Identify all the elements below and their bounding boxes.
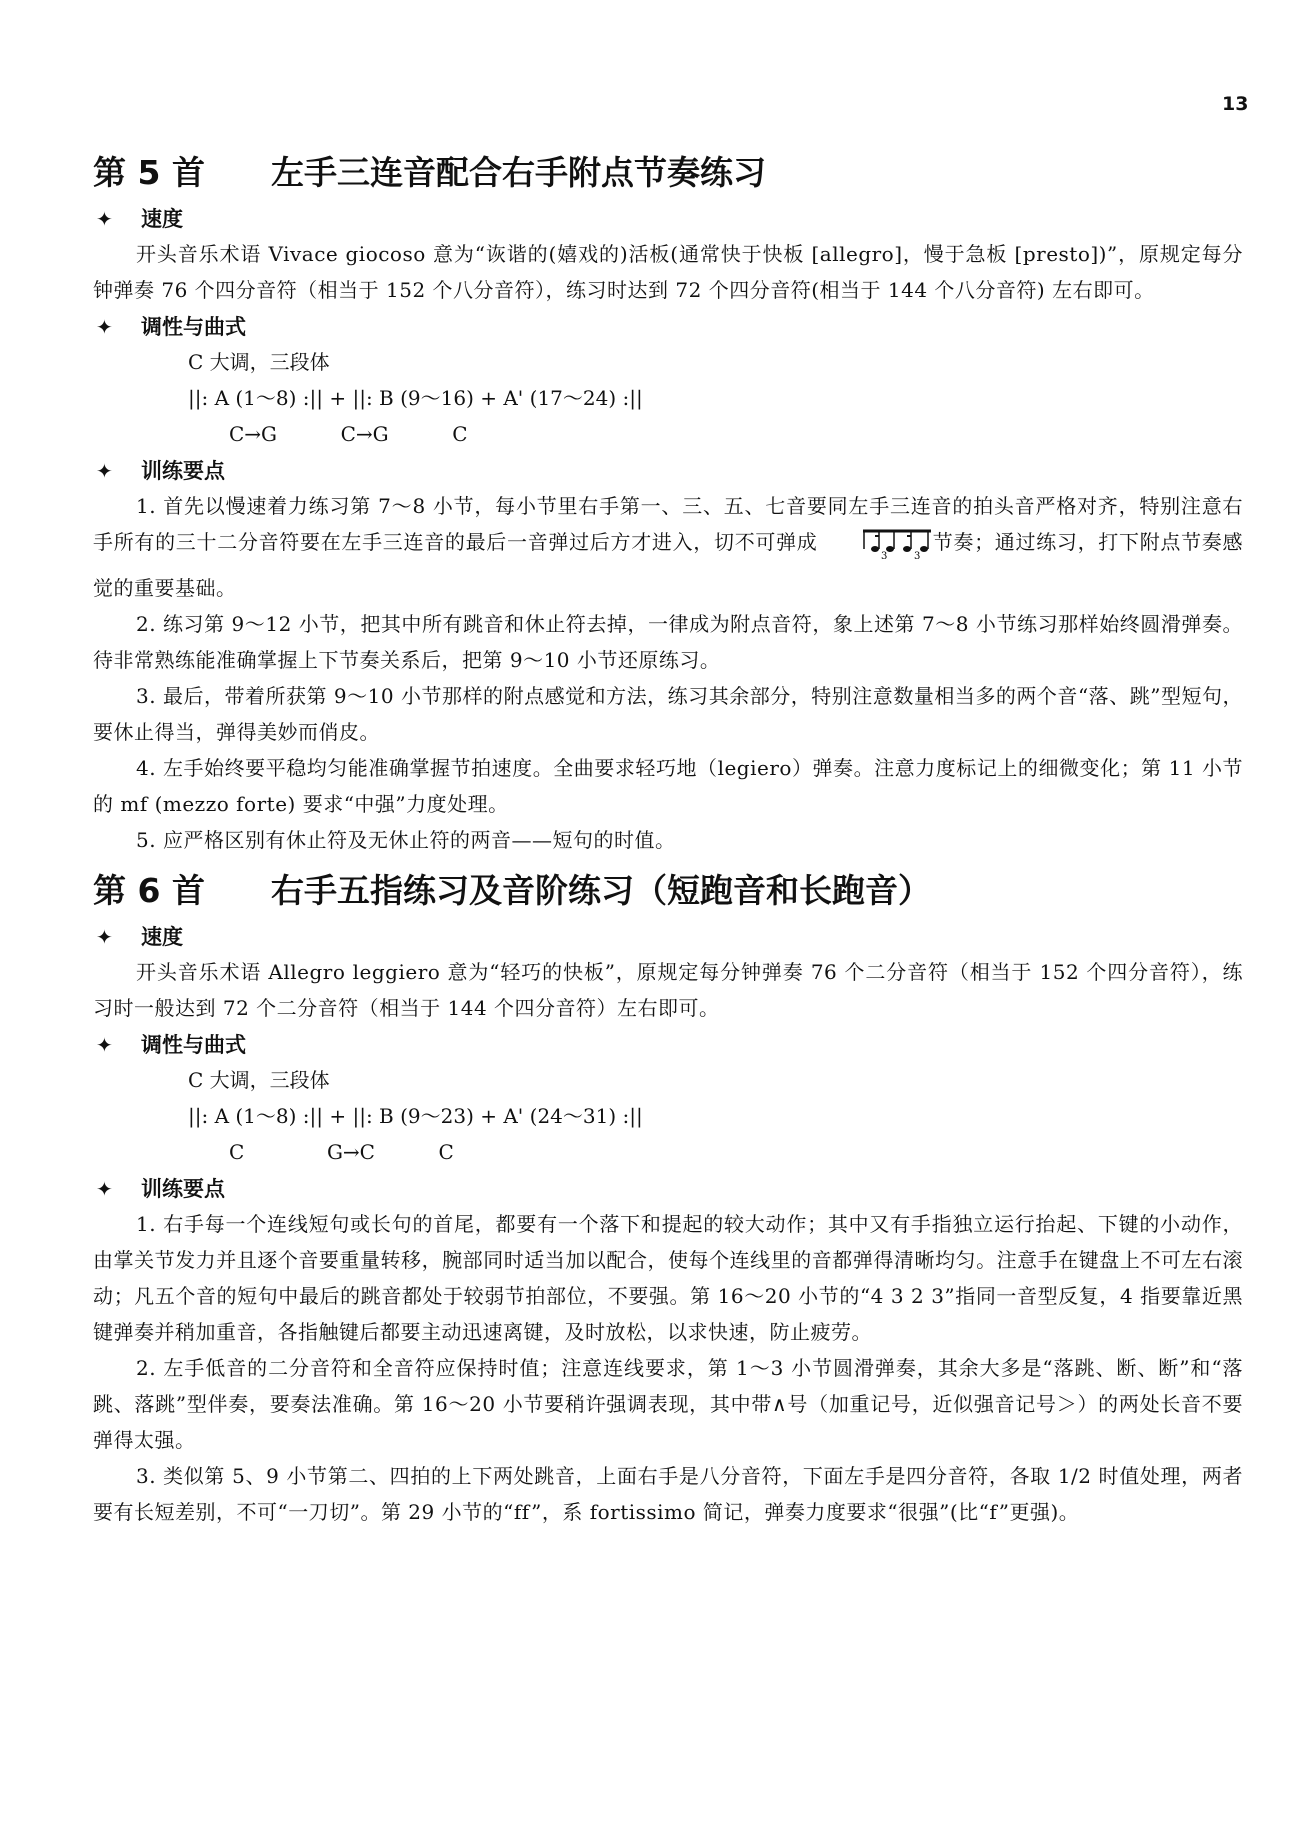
piece6-point-2: 2. 左手低音的二分音符和全音符应保持时值；注意连线要求，第 1～3 小节圆滑弹奏，其余大多是“落跳、断、断”和“落跳、落跳”型伴奏，要奏法准确。第 16～20 小节要稍许强调表现，其中带∧号（加重记号，近似强音记号＞）的两处长音不要弹得太强。 <box>93 1356 1243 1452</box>
heading-label: 训练要点 <box>141 459 225 483</box>
heading-label: 速度 <box>141 925 183 949</box>
four-point-star-icon: ✦ <box>96 1177 113 1201</box>
svg-text:3: 3 <box>913 551 921 559</box>
piece6-key-line: C 大调，三段体 <box>188 1068 330 1092</box>
piece6-form-line: ||: A (1～8) :|| + ||: B (9～23) + A' (24～31) :|| <box>188 1104 643 1128</box>
piece5-form-line: ||: A (1～8) :|| + ||: B (9～16) + A' (17～24) :|| <box>188 386 643 410</box>
heading-label: 速度 <box>141 207 183 231</box>
page-content <box>93 150 1243 1530</box>
piece5-speed-heading <box>96 204 1243 234</box>
four-point-star-icon: ✦ <box>96 925 113 949</box>
piece5-point-3: 3. 最后，带着所获第 9～10 小节那样的附点感觉和方法，练习其余部分，特别注意数量相当多的两个音“落、跳”型短句，要休止得当，弹得美妙而俏皮。 <box>93 684 1243 744</box>
point-text: 节奏；通过练习，打下附点节奏感觉的重要基础。 <box>93 530 1243 600</box>
piece6-number: 第 6 首 <box>93 871 205 910</box>
piece6-title-text: 右手五指练习及音阶练习（短跑音和长跑音） <box>271 871 931 910</box>
piece5-key-heading <box>96 312 1243 342</box>
piece5-keys-line: C→G C→G C <box>229 422 468 446</box>
piece6-key-heading <box>96 1030 1243 1060</box>
four-point-star-icon: ✦ <box>96 207 113 231</box>
piece5-title <box>93 150 1243 196</box>
piece6-speed-heading <box>96 922 1243 952</box>
piece6-title <box>93 868 1243 914</box>
piece5-point-2: 2. 练习第 9～12 小节，把其中所有跳音和休止符去掉，一律成为附点音符，象上述第 7～8 小节练习那样始终圆滑弹奏。待非常熟练能准确掌握上下节奏关系后，把第 9～10 小节还原练习。 <box>93 612 1243 672</box>
piece5-points-heading <box>96 456 1243 486</box>
four-point-star-icon: ✦ <box>96 315 113 339</box>
piece5-number: 第 5 首 <box>93 153 205 192</box>
triplet-rhythm-icon <box>818 525 933 570</box>
four-point-star-icon: ✦ <box>96 459 113 483</box>
piece5-point-5: 5. 应严格区别有休止符及无休止符的两音——短句的时值。 <box>136 828 676 852</box>
heading-label: 训练要点 <box>141 1177 225 1201</box>
four-point-star-icon: ✦ <box>96 1033 113 1057</box>
piece5-title-text: 左手三连音配合右手附点节奏练习 <box>271 153 766 192</box>
page-number: 13 <box>1222 93 1249 115</box>
piece6-point-3: 3. 类似第 5、9 小节第二、四拍的上下两处跳音，上面右手是八分音符，下面左手是四分音符，各取 1/2 时值处理，两者要有长短差别，不可“一刀切”。第 29 小节的“ff”，系 fortissimo 简记，弹奏力度要求“很强”(比“f”更强)。 <box>93 1464 1243 1524</box>
piece5-point-4: 4. 左手始终要平稳均匀能准确掌握节拍速度。全曲要求轻巧地（legiero）弹奏。注意力度标记上的细微变化；第 11 小节的 mf (mezzo forte) 要求“中强”力度处理。 <box>93 756 1243 816</box>
piece6-points-heading <box>96 1174 1243 1204</box>
point-text: 1. 首先以慢速着力练习第 7～8 小节，每小节里右手第一、三、五、七音要同左手三连音的拍头音严格对齐，特别注意右手所有的三十二分音符要在左手三连音的最后一音弹过后方才进入，切不可弹成 <box>93 494 1243 554</box>
heading-label: 调性与曲式 <box>141 1033 246 1057</box>
piece6-speed-text: 开头音乐术语 Allegro leggiero 意为“轻巧的快板”，原规定每分钟弹奏 76 个二分音符（相当于 152 个四分音符），练习时一般达到 72 个二分音符（相当于 144 个四分音符）左右即可。 <box>93 960 1243 1020</box>
heading-label: 调性与曲式 <box>141 315 246 339</box>
piece5-key-line: C 大调，三段体 <box>188 350 330 374</box>
piece5-speed-text: 开头音乐术语 Vivace giocoso 意为“诙谐的(嬉戏的)活板(通常快于快板 [allegro]，慢于急板 [presto])”，原规定每分钟弹奏 76 个四分音符（相当于 152 个八分音符），练习时达到 72 个四分音符(相当于 144 个八分音符) 左右即可。 <box>93 242 1243 302</box>
piece6-keys-line: C G→C C <box>229 1140 454 1164</box>
svg-text:3: 3 <box>880 551 888 559</box>
piece6-point-1: 1. 右手每一个连线短句或长句的首尾，都要有一个落下和提起的较大动作；其中又有手指独立运行抬起、下键的小动作，由掌关节发力并且逐个音要重量转移，腕部同时适当加以配合，使每个连线里的音都弹得清晰均匀。注意手在键盘上不可左右滚动；凡五个音的短句中最后的跳音都处于较弱节拍部位，不要强。第 16～20 小节的“4 3 2 3”指同一音型反复，4 指要靠近黑键弹奏并稍加重音，各指触键后都要主动迅速离键，及时放松，以求快速，防止疲劳。 <box>93 1212 1243 1344</box>
piece5-point-1 <box>93 488 1243 606</box>
